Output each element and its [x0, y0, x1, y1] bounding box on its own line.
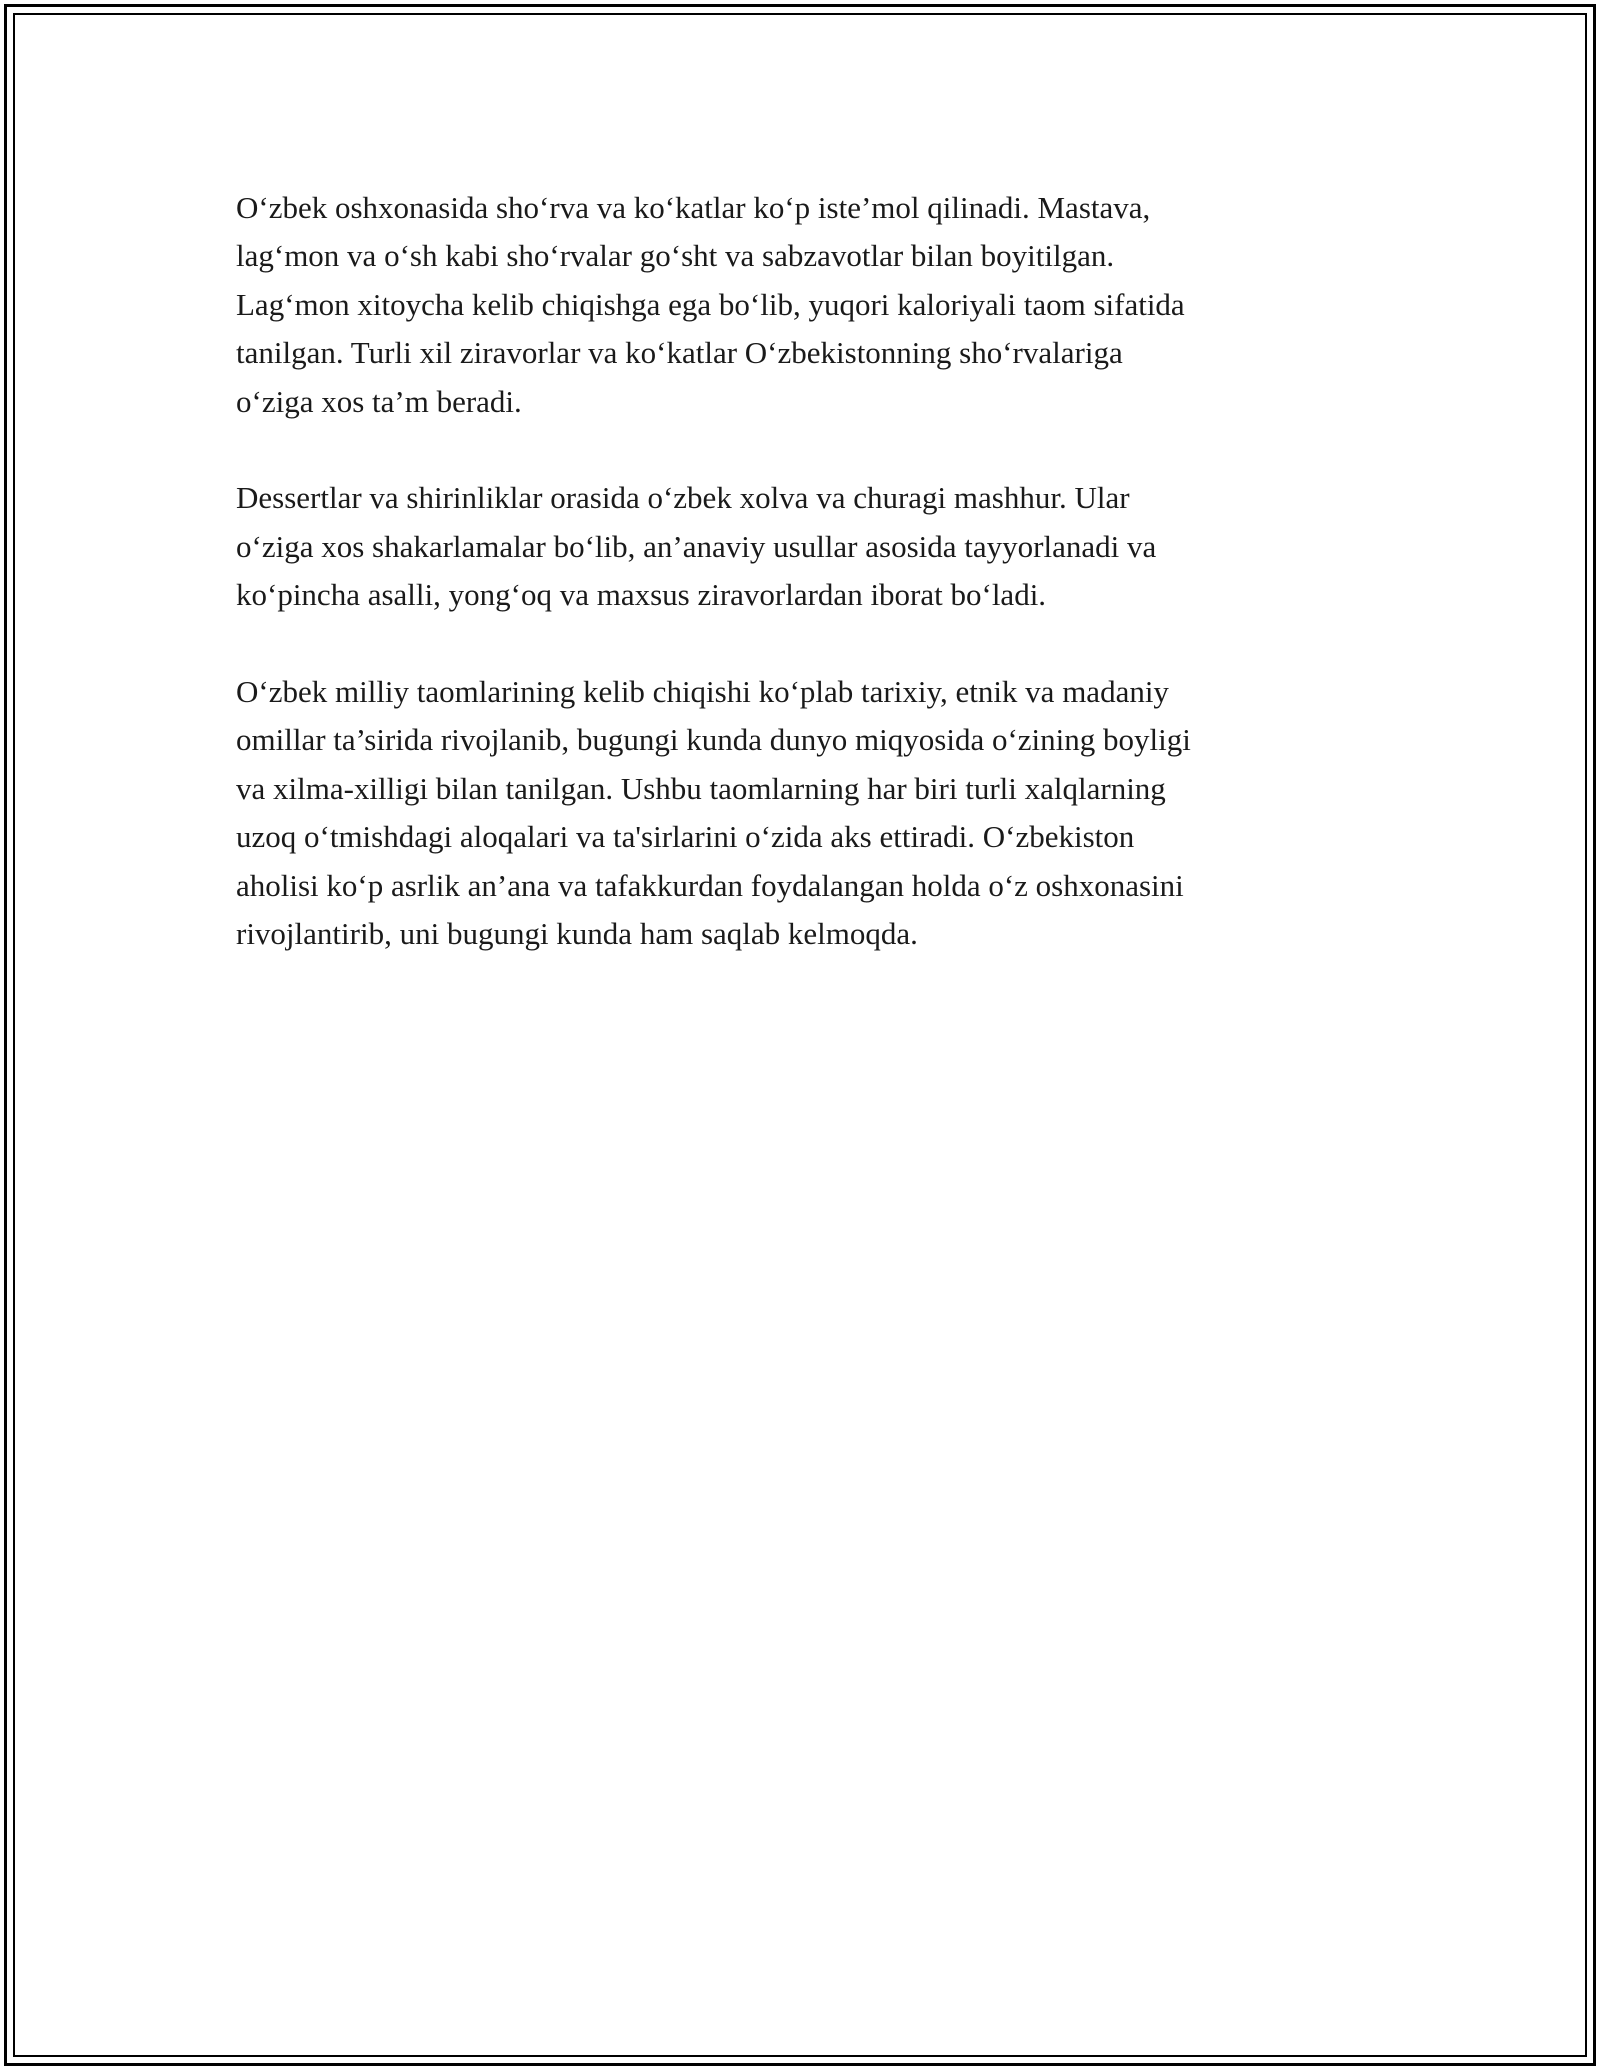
text-line: Dessertlar va shirinliklar orasida o‘zbek xolva va churagi mashhur. Ular	[236, 480, 1130, 516]
paragraph-origins	[236, 668, 1406, 958]
text-line: o‘ziga xos shakarlamalar bo‘lib, an’anaviy usullar asosida tayyorlanadi va	[236, 528, 1157, 564]
document-body	[236, 184, 1406, 1007]
text-line: ko‘pincha asalli, yong‘oq va maxsus ziravorlardan iborat bo‘ladi.	[236, 577, 1047, 613]
text-line: Lag‘mon xitoycha kelib chiqishga ega bo‘lib, yuqori kaloriyali taom sifatida	[236, 286, 1185, 322]
text-line: O‘zbek milliy taomlarining kelib chiqishi ko‘plab tarixiy, etnik va madaniy	[236, 674, 1169, 710]
text-line: O‘zbek oshxonasida sho‘rva va ko‘katlar ko‘p iste’mol qilinadi. Mastava,	[236, 190, 1151, 225]
paragraph-desserts	[236, 474, 1406, 619]
text-line: o‘ziga xos ta’m beradi.	[236, 383, 522, 419]
text-line: va xilma-xilligi bilan tanilgan. Ushbu taomlarning har biri turli xalqlarning	[236, 770, 1166, 806]
paragraph-soups	[236, 184, 1406, 426]
text-line: omillar ta’sirida rivojlanib, bugungi kunda dunyo miqyosida o‘zining boyligi	[236, 722, 1191, 758]
text-line: tanilgan. Turli xil ziravorlar va ko‘katlar O‘zbekistonning sho‘rvalariga	[236, 335, 1123, 371]
text-line: aholisi ko‘p asrlik an’ana va tafakkurdan foydalangan holda o‘z oshxonasini	[236, 867, 1184, 903]
text-line: uzoq o‘tmishdagi aloqalari va ta'sirlarini o‘zida aks ettiradi. O‘zbekiston	[236, 819, 1135, 855]
text-line: rivojlantirib, uni bugungi kunda ham saqlab kelmoqda.	[236, 916, 918, 952]
text-line: lag‘mon va o‘sh kabi sho‘rvalar go‘sht va sabzavotlar bilan boyitilgan.	[236, 238, 1115, 274]
